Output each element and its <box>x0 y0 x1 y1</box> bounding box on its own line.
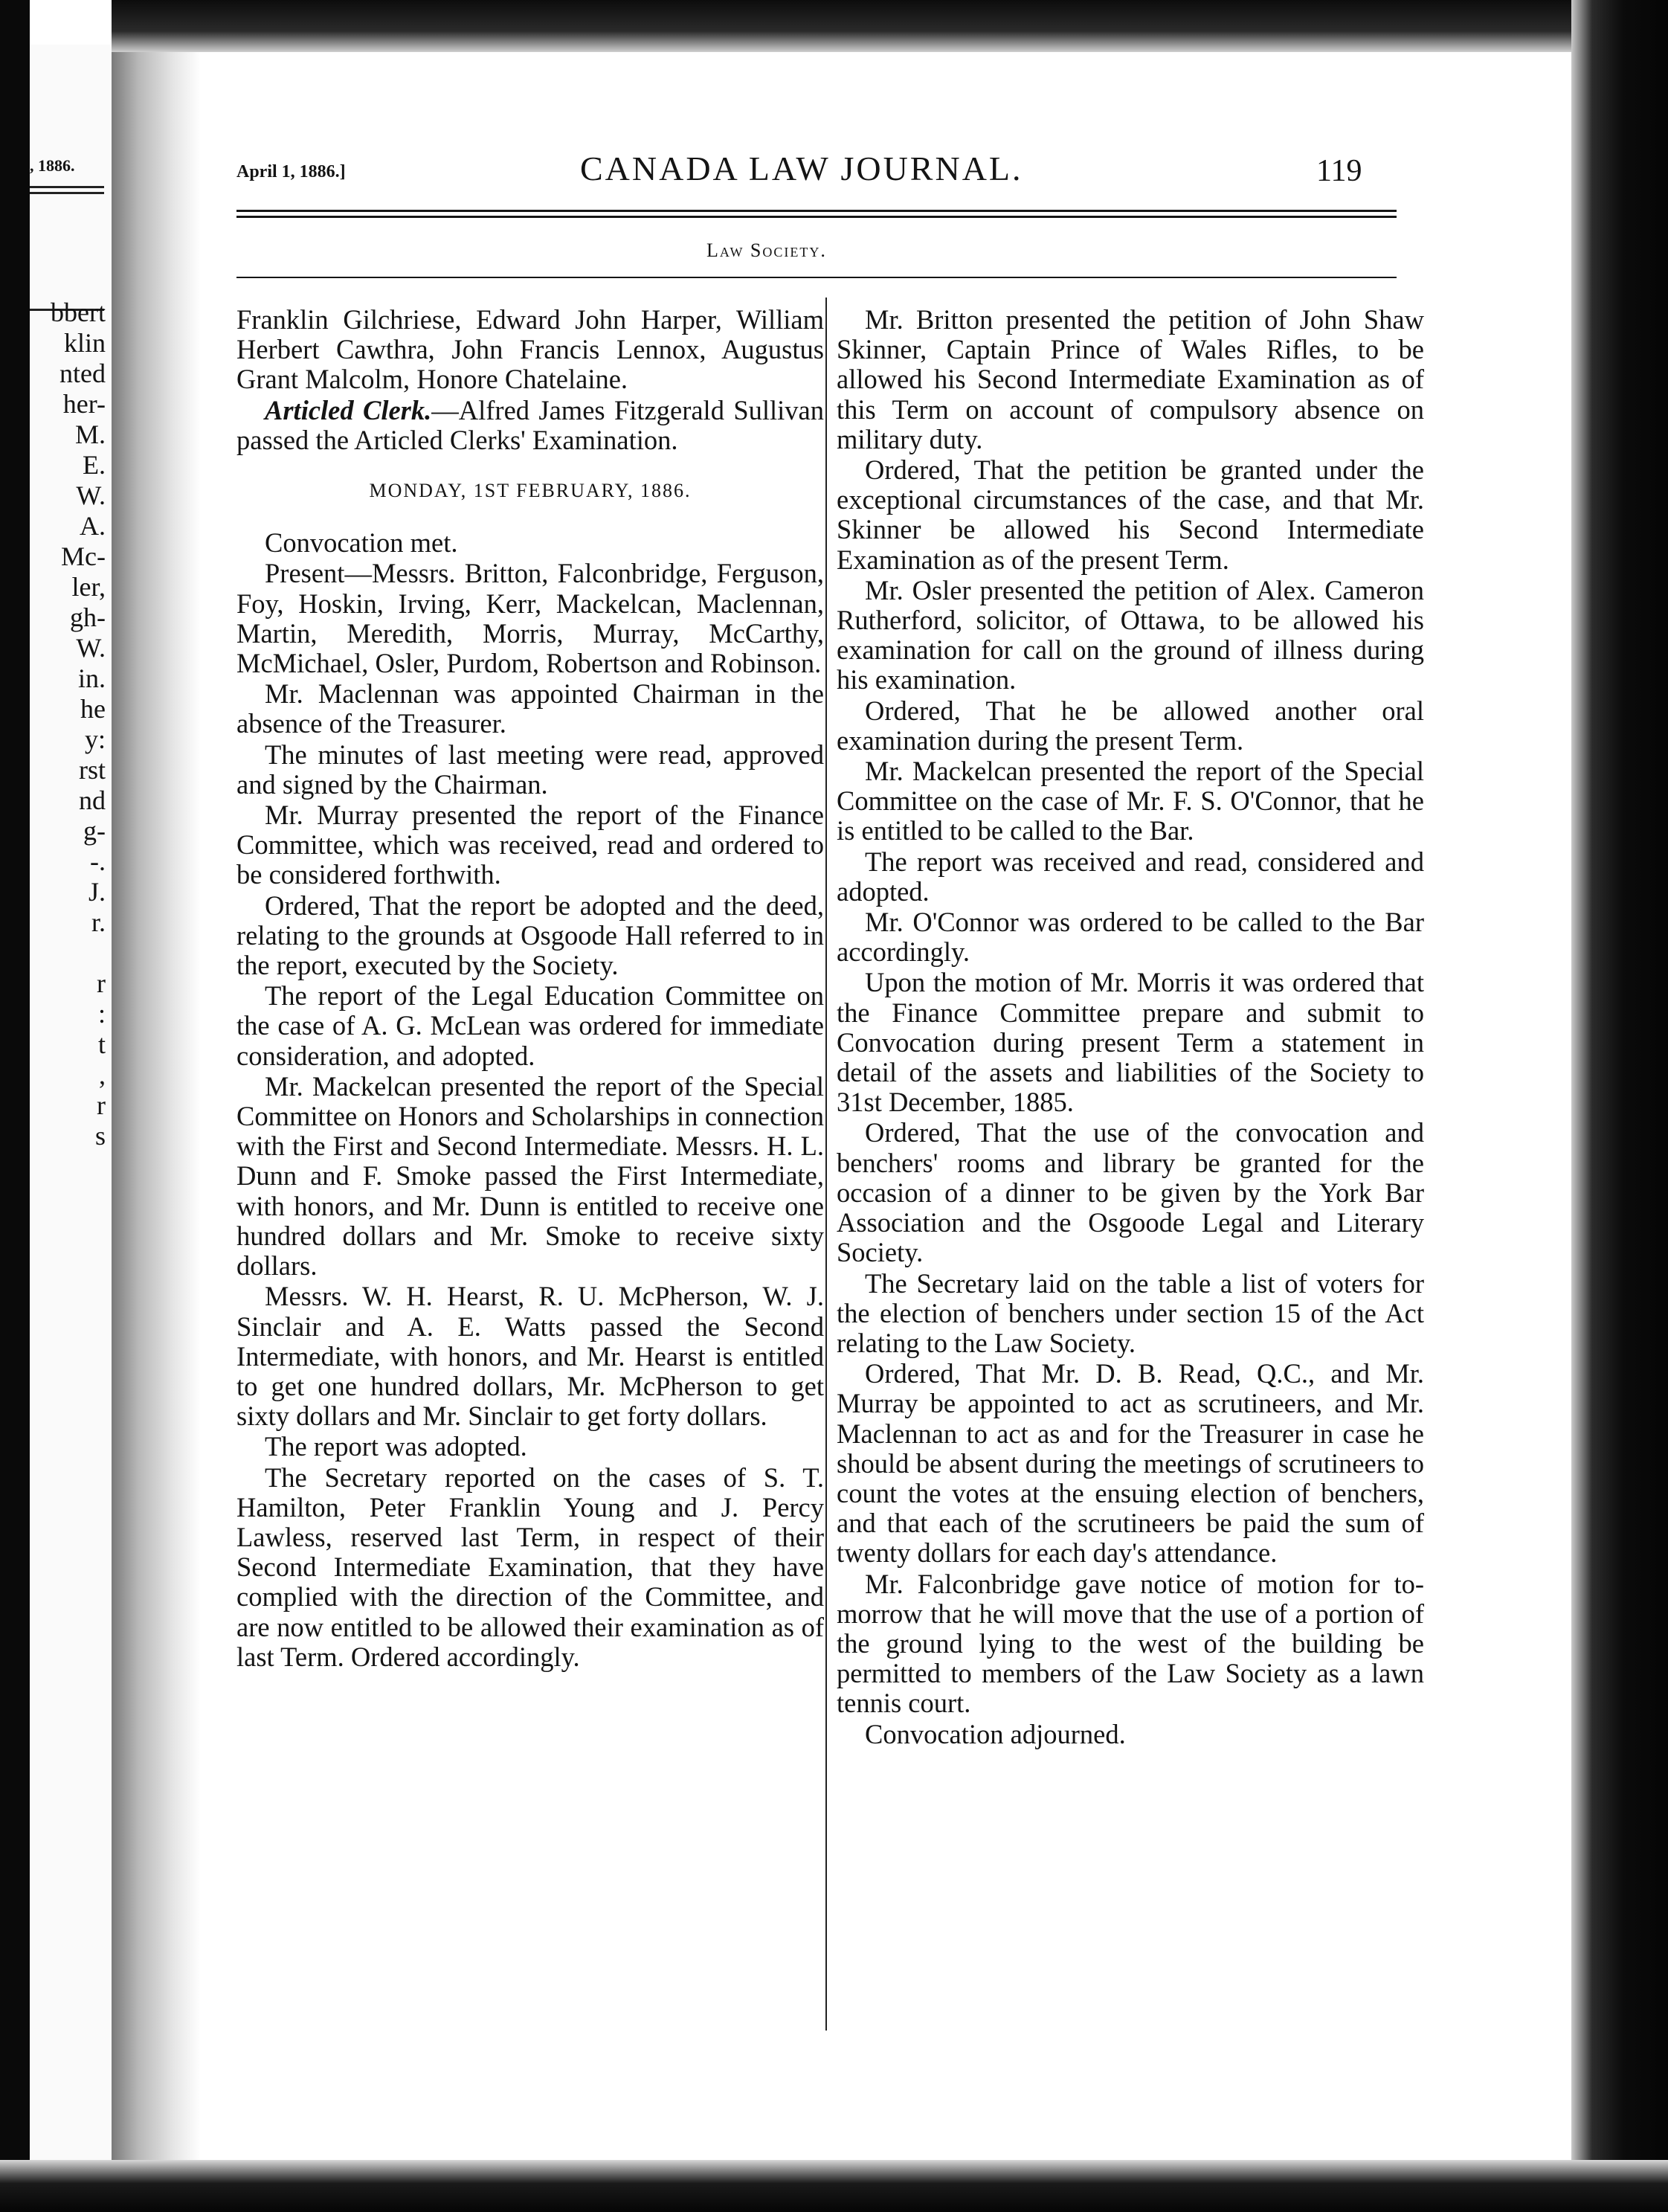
paragraph: The report of the Legal Education Committee on the case of A. G. McLean was ordered for immediate consideration, and adopted. <box>236 980 824 1071</box>
previous-page-fragment: g- <box>83 816 106 846</box>
previous-page-fragment: bbert <box>51 298 106 327</box>
previous-page-fragment: r <box>97 968 106 998</box>
previous-page-fragment: -. <box>90 846 106 876</box>
paragraph: The Secretary laid on the table a list of voters for the election of benchers under section 15 of the Act relating to the Law Society. <box>837 1267 1424 1358</box>
paragraph: Ordered, That Mr. D. B. Read, Q.C., and Mr. Murray be appointed to act as scrutineers, and Mr. Maclennan to act as and for the Treasurer in case he should be absent during the meetings of scrutineers to count the votes at the ensuing election of benchers, and that each of the scrutineers be paid the sum of twenty dollars for each day's attendance. <box>837 1358 1424 1569</box>
previous-page-rule <box>30 192 104 194</box>
previous-page-rule <box>30 186 104 188</box>
scan-border-bottom <box>0 2160 1668 2212</box>
paragraph: The minutes of last meeting were read, approved and signed by the Chairman. <box>236 739 824 800</box>
paragraph: Present—Messrs. Britton, Falconbridge, Ferguson, Foy, Hoskin, Irving, Kerr, Mackelcan, Maclennan, Martin, Meredith, Morris, Murray, McCarthy, McMichael, Osler, Purdom, Robertson and Robinson. <box>236 558 824 679</box>
articled-clerk-label: Articled Clerk. <box>265 394 432 425</box>
paragraph: Mr. Osler presented the petition of Alex. Cameron Rutherford, solicitor, of Ottawa, to be allowed his examination for call on the ground of illness during his examination. <box>837 574 1424 695</box>
previous-page-fragment: he <box>80 694 106 724</box>
header-rule <box>236 210 1397 212</box>
paragraph-text: —Alfred James Fitzgerald Sullivan passed the Articled Clerks' Examination. <box>236 394 824 455</box>
previous-page-fragment: , <box>99 1060 106 1090</box>
paragraph: Convocation met. <box>265 527 458 559</box>
paragraph: Mr. Murray presented the report of the Finance Committee, which was received, read and ordered to be considered forthwith. <box>236 800 824 890</box>
previous-page-fragment: W. <box>76 480 106 510</box>
journal-title: CANADA LAW JOURNAL. <box>580 149 1023 187</box>
previous-page-fragment: : <box>97 999 106 1029</box>
previous-page-fragment: s <box>94 1121 106 1151</box>
previous-page-fragment: ler, <box>71 572 106 602</box>
header-rule <box>236 216 1397 218</box>
scan-border-right <box>1571 0 1668 2212</box>
previous-page-fragment: A. <box>80 511 106 541</box>
paragraph: Mr. Maclennan was appointed Chairman in the absence of the Treasurer. <box>236 678 824 739</box>
previous-page-fragment: klin <box>63 328 106 358</box>
page-number: 119 <box>1316 154 1362 188</box>
previous-page-date: , 1886. <box>30 156 75 175</box>
previous-page-edge <box>30 45 115 2172</box>
previous-page-fragment: her- <box>62 389 106 419</box>
paragraph: Ordered, That the petition be granted under the exceptional circumstances of the case, and that Mr. Skinner be allowed his Second Intermediate Examination as of the present Term. <box>837 454 1424 575</box>
paragraph: Mr. Britton presented the petition of John Shaw Skinner, Captain Prince of Wales Rifles, to be allowed his Second Intermediate Examination as of this Term on account of compulsory absence on military duty. <box>837 304 1424 454</box>
previous-page-fragment: t <box>97 1029 106 1059</box>
previous-page-fragment: E. <box>83 450 106 480</box>
paragraph: Mr. Mackelcan presented the report of the Special Committee on Honors and Scholarships in connection with the First and Second Intermediate. Messrs. H. L. Dunn and F. Smoke passed the First Intermediate, with honors, and Mr. Dunn is entitled to receive one hundred dollars and Mr. Smoke to receive sixty dollars. <box>236 1070 824 1282</box>
paragraph: Mr. Mackelcan presented the report of the Special Committee on the case of Mr. F. S. O'Connor, that he is entitled to be called to the Bar. <box>837 756 1424 846</box>
previous-page-fragment: Mc- <box>61 541 106 571</box>
paragraph: Mr. O'Connor was ordered to be called to the Bar accordingly. <box>837 907 1424 968</box>
paragraph: The report was received and read, considered and adopted. <box>837 846 1424 907</box>
paragraph: Upon the motion of Mr. Morris it was ordered that the Finance Committee prepare and submit to Convocation during present Term a statement in detail of the assets and liabilities of the Society to 31st December, 1885. <box>837 967 1424 1118</box>
paragraph: The report was adopted. <box>265 1431 527 1462</box>
previous-page-fragment: r <box>97 1090 106 1120</box>
previous-page-fragment: W. <box>76 633 106 663</box>
paragraph: Ordered, That the report be adopted and the deed, relating to the grounds at Osgoode Hall referred to in the report, executed by the Society. <box>236 890 824 981</box>
paragraph: The Secretary reported on the cases of S. T. Hamilton, Peter Franklin Young and J. Percy Lawless, reserved last Term, in respect of their Second Intermediate Examination, that they have complied with the direction of the Committee, and are now entitled to be allowed their examination as of last Term. Ordered accordingly. <box>236 1462 824 1672</box>
paragraph <box>236 396 824 455</box>
section-rule <box>236 277 1397 278</box>
paragraph: Ordered, That he be allowed another oral examination during the present Term. <box>837 695 1424 756</box>
page-gutter-shadow <box>112 45 201 2172</box>
previous-page-fragment: rst <box>79 755 106 785</box>
paragraph: Messrs. W. H. Hearst, R. U. McPherson, W. J. Sinclair and A. E. Watts passed the Second Intermediate, with honors, and Mr. Hearst is entitled to get one hundred dollars, Mr. McPherson to get sixty dollars and Mr. Sinclair to get forty dollars. <box>236 1281 824 1432</box>
previous-page-fragment: r. <box>91 907 106 937</box>
previous-page-fragment: nted <box>59 359 106 388</box>
paragraph: Franklin Gilchriese, Edward John Harper, William Herbert Cawthra, John Francis Lennox, Augustus Grant Malcolm, Honore Chatelaine. <box>236 304 824 395</box>
previous-page-fragment: J. <box>88 877 106 907</box>
left-column <box>236 305 824 1673</box>
previous-page-fragment: y: <box>84 724 106 754</box>
scan-border-left <box>0 0 30 2212</box>
meeting-date-heading: MONDAY, 1ST FEBRUARY, 1886. <box>369 480 692 502</box>
right-column <box>837 305 1424 1750</box>
paragraph: Mr. Falconbridge gave notice of motion for to-morrow that he will move that the use of a portion of the ground lying to the west of the building be permitted to members of the Law Society as a lawn tennis court. <box>837 1568 1424 1719</box>
section-title: Law Society. <box>706 239 827 261</box>
scan-border-top <box>112 0 1668 52</box>
header-date: April 1, 1886.] <box>236 162 346 181</box>
paragraph: Convocation adjourned. <box>865 1718 1126 1749</box>
previous-page-fragment: gh- <box>70 602 106 632</box>
previous-page-fragment: in. <box>77 663 106 693</box>
previous-page-fragment: M. <box>74 419 106 449</box>
paragraph: Ordered, That the use of the convocation and benchers' rooms and library be granted for the occasion of a dinner to be given by the York Bar Association and the Osgoode Legal and Literary Society. <box>837 1117 1424 1268</box>
previous-page-fragment: nd <box>79 785 106 815</box>
column-divider <box>825 298 827 2031</box>
